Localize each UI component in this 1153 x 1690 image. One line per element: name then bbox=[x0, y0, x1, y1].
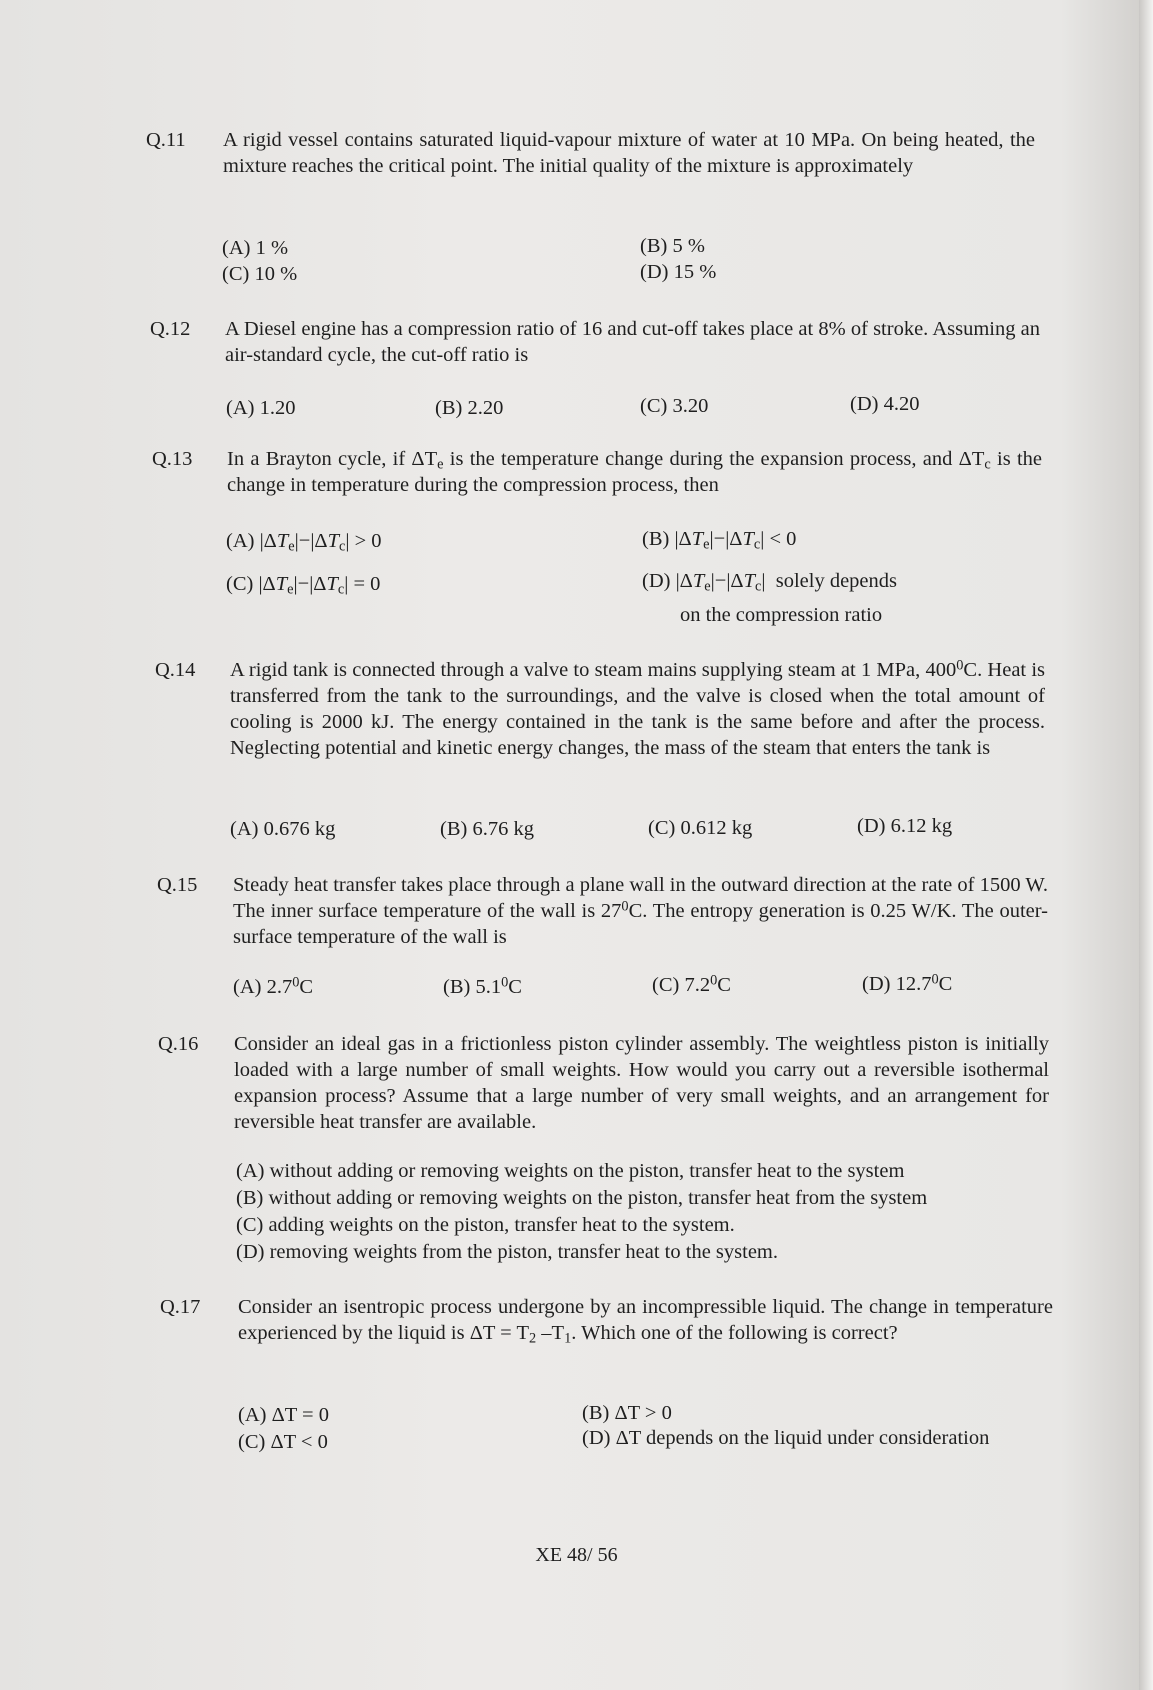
option-c: (C) 3.20 bbox=[640, 395, 709, 417]
option-a: (A) 1 % bbox=[222, 237, 289, 259]
subscript-2: 2 bbox=[529, 1330, 537, 1347]
unit: C bbox=[938, 973, 953, 995]
degree-superscript: 0 bbox=[292, 974, 300, 991]
option-label: (D) $|\Delta T_e|-|\Delta T_c|$ solely depends bbox=[642, 570, 898, 595]
unit: C bbox=[299, 976, 314, 998]
option-value: (B) 5.1 bbox=[443, 976, 502, 998]
option-d: (D) 6.12 kg bbox=[857, 815, 953, 837]
text-part: Steady heat transfer takes place through a plane wall in the outward direction at the rate of 1500 W. The inner surface temperature of the wall is 27 bbox=[233, 874, 1048, 922]
question-number: Q.13 bbox=[152, 448, 193, 470]
subscript-1: 1 bbox=[564, 1330, 572, 1347]
text-part: . Which one of the following is correct? bbox=[571, 1322, 898, 1344]
option-a bbox=[233, 976, 313, 999]
option-b: (B) 2.20 bbox=[435, 397, 504, 419]
question-number: Q.17 bbox=[160, 1296, 201, 1318]
degree-superscript: 0 bbox=[501, 974, 509, 991]
text-part: C. Heat is transferred from the tank to the surroundings, and the valve is closed when the total amount of cooling is 2000 kJ. The energy contained in the tank is the same before and after the process. Neglecting potential and kinetic energy changes, the mass of the steam that enters the tank is bbox=[230, 659, 1046, 759]
option-d: (D) removing weights from the piston, transfer heat to the system. bbox=[236, 1241, 778, 1263]
option-b bbox=[443, 976, 522, 999]
question-text bbox=[238, 1294, 1053, 1346]
degree-superscript: 0 bbox=[931, 971, 939, 988]
option-a: (A) without adding or removing weights on the piston, transfer heat to the system bbox=[236, 1160, 905, 1182]
question-text bbox=[227, 446, 1042, 498]
text-part: is the change in temperature during the compression process, then bbox=[227, 448, 1042, 496]
question-number: Q.14 bbox=[155, 659, 196, 681]
question-text: A rigid vessel contains saturated liquid-vapour mixture of water at 10 MPa. On being heated, the mixture reaches the critical point. The initial quality of the mixture is approximately bbox=[223, 129, 1035, 177]
text-part: In a Brayton cycle, if ΔT bbox=[227, 448, 438, 470]
degree-superscript: 0 bbox=[956, 657, 964, 674]
option-c: (C) 10 % bbox=[222, 263, 298, 285]
option-d: (D) 15 % bbox=[640, 261, 717, 283]
option-a: (A) 0.676 kg bbox=[230, 818, 336, 840]
unit: C bbox=[508, 976, 522, 998]
text-part: is the temperature change during the expansion process, and ΔT bbox=[443, 448, 985, 470]
degree-superscript: 0 bbox=[621, 898, 629, 915]
option-c: (C) 0.612 kg bbox=[648, 817, 753, 839]
text-part: C. The entropy generation is 0.25 W/K. The outer-surface temperature of the wall is bbox=[233, 900, 1048, 948]
option-d: (D) 4.20 bbox=[850, 393, 920, 415]
question-text bbox=[233, 872, 1048, 950]
unit: C bbox=[717, 974, 731, 996]
option-d-continued: on the compression ratio bbox=[680, 604, 883, 626]
subscript-c: c bbox=[984, 456, 991, 473]
option-c: (C) adding weights on the piston, transfer heat to the system. bbox=[236, 1214, 735, 1236]
option-d: (D) ΔT depends on the liquid under consideration bbox=[582, 1427, 990, 1449]
question-text: A Diesel engine has a compression ratio of 16 and cut-off takes place at 8% of stroke. Assuming an air-standard cycle, the cut-off ratio is bbox=[225, 318, 1040, 366]
page-footer: XE 48/ 56 bbox=[535, 1544, 618, 1566]
option-label: (C) $|\Delta T_e|-|\Delta T_c| = 0$ bbox=[226, 573, 381, 598]
question-number: Q.12 bbox=[150, 318, 191, 340]
option-d bbox=[642, 570, 897, 593]
option-b: (B) without adding or removing weights on the piston, transfer heat from the system bbox=[236, 1187, 928, 1209]
option-label: (A) $|\Delta T_e|-|\Delta T_c| > 0$ bbox=[226, 530, 382, 555]
option-value: (A) 2.7 bbox=[233, 976, 293, 998]
option-a: (A) ΔT = 0 bbox=[238, 1404, 329, 1426]
question-text bbox=[230, 657, 1045, 761]
question-number: Q.15 bbox=[157, 874, 198, 896]
option-value: (D) 12.7 bbox=[862, 973, 932, 995]
page-edge bbox=[1139, 0, 1153, 1690]
option-c bbox=[226, 573, 380, 596]
option-c: (C) ΔT < 0 bbox=[238, 1431, 328, 1453]
text-part: Consider an isentropic process undergone by an incompressible liquid. The change in temperature experienced by the liquid is ΔT = T bbox=[238, 1296, 1053, 1344]
option-b bbox=[642, 528, 796, 551]
option-b: (B) 6.76 kg bbox=[440, 818, 534, 840]
text-part: –T bbox=[536, 1322, 565, 1344]
text-part: A rigid tank is connected through a valve to steam mains supplying steam at 1 MPa, 400 bbox=[230, 659, 957, 681]
option-b: (B) 5 % bbox=[640, 235, 705, 257]
question-number: Q.16 bbox=[158, 1033, 199, 1055]
subscript-e: e bbox=[437, 456, 444, 473]
question-text: Consider an ideal gas in a frictionless piston cylinder assembly. The weightless piston is initially loaded with a large number of small weights. How would you carry out a reversible isothermal expansion process? Assume that a large number of very small weights, and an arrangement for reversible heat transfer are available. bbox=[234, 1033, 1049, 1133]
option-d bbox=[862, 973, 952, 996]
option-value: (C) 7.2 bbox=[652, 974, 711, 996]
question-number: Q.11 bbox=[146, 129, 186, 151]
option-c bbox=[652, 974, 731, 997]
option-label: (B) $|\Delta T_e|-|\Delta T_c| < 0$ bbox=[642, 528, 797, 553]
degree-superscript: 0 bbox=[710, 972, 718, 989]
option-a bbox=[226, 530, 382, 553]
option-b: (B) ΔT > 0 bbox=[582, 1402, 672, 1424]
option-a: (A) 1.20 bbox=[226, 397, 296, 419]
